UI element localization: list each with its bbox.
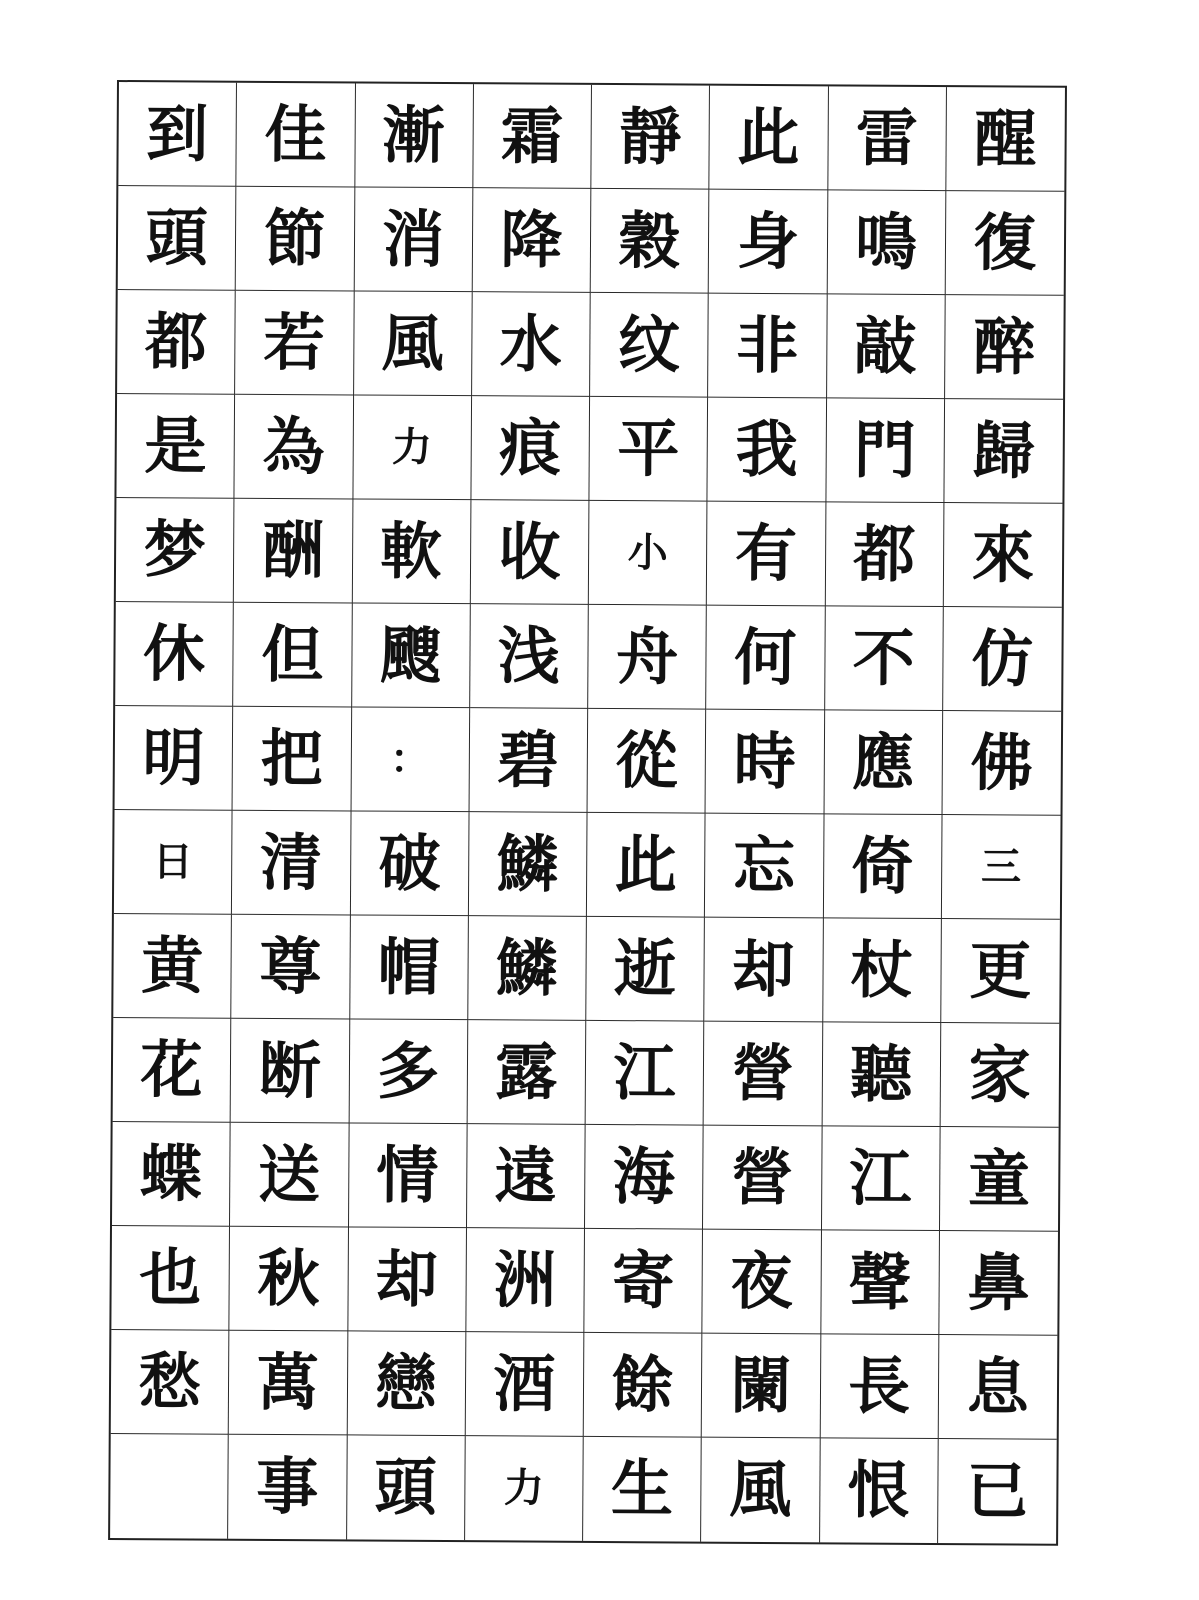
grid-cell: 夜 xyxy=(703,1230,822,1335)
grid-cell: 若 xyxy=(235,291,354,396)
grid-cell: 海 xyxy=(585,1125,704,1230)
grid-cell: 却 xyxy=(348,1227,467,1332)
grid-cell: 都 xyxy=(825,502,944,607)
grid-cell: 日 xyxy=(114,810,233,915)
grid-cell: 恨 xyxy=(820,1438,939,1543)
grid-cell: 花 xyxy=(113,1018,232,1123)
grid-cell: 梦 xyxy=(116,498,235,603)
grid-cell: 逝 xyxy=(586,917,705,1022)
grid-cell: 力 xyxy=(465,1436,584,1541)
grid-cell: 秋 xyxy=(230,1227,349,1332)
grid-cell: 露 xyxy=(467,1020,586,1125)
grid-cell: 漸 xyxy=(355,83,474,188)
grid-cell: 杖 xyxy=(823,918,942,1023)
grid-cell: 酬 xyxy=(234,499,353,604)
grid-cell: 我 xyxy=(708,398,827,503)
grid-cell: 餘 xyxy=(584,1333,703,1438)
grid-cell: 破 xyxy=(350,811,469,916)
grid-cell: 休 xyxy=(115,602,234,707)
grid-cell: 鼻 xyxy=(939,1231,1058,1336)
grid-cell: 不 xyxy=(825,606,944,711)
grid-cell: 風 xyxy=(354,291,473,396)
grid-cell: 聲 xyxy=(821,1230,940,1335)
grid-cell: 頭 xyxy=(347,1435,466,1540)
grid-cell: 清 xyxy=(232,811,351,916)
grid-cell: 童 xyxy=(940,1127,1059,1232)
grid-cell: 尊 xyxy=(232,915,351,1020)
grid-cell: 颼 xyxy=(352,603,471,708)
grid-cell: 寄 xyxy=(584,1229,703,1334)
grid-cell: 雷 xyxy=(828,86,947,191)
grid-cell: 消 xyxy=(354,187,473,292)
grid-cell: 小 xyxy=(589,501,708,606)
grid-cell: 痕 xyxy=(471,396,590,501)
grid-cell: 萬 xyxy=(229,1331,348,1436)
grid-cell: 此 xyxy=(587,813,706,918)
grid-cell: 營 xyxy=(703,1126,822,1231)
grid-cell: 却 xyxy=(705,918,824,1023)
grid-cell: 断 xyxy=(231,1019,350,1124)
grid-cell: 把 xyxy=(233,707,352,812)
grid-cell: 到 xyxy=(118,82,237,187)
grid-cell: 情 xyxy=(348,1123,467,1228)
grid-cell: 敲 xyxy=(827,294,946,399)
grid-cell: 明 xyxy=(115,706,234,811)
grid-cell: 江 xyxy=(821,1126,940,1231)
grid-cell: 三 xyxy=(942,815,1061,920)
grid-cell: 戀 xyxy=(347,1331,466,1436)
grid-cell: 佳 xyxy=(237,83,356,188)
grid-cell: 帽 xyxy=(350,915,469,1020)
grid-cell: 是 xyxy=(116,394,235,499)
grid-cell: 身 xyxy=(709,190,828,295)
grid-cell: 江 xyxy=(586,1021,705,1126)
grid-cell: 愁 xyxy=(111,1330,230,1435)
grid-cell: 已 xyxy=(966,1454,1029,1528)
grid-cell: 洲 xyxy=(466,1228,585,1333)
grid-cell: 節 xyxy=(236,187,355,292)
grid-cell: 送 xyxy=(230,1123,349,1228)
grid-cell: 時 xyxy=(706,710,825,815)
grid-cell: 忘 xyxy=(705,814,824,919)
grid-cell: 遠 xyxy=(467,1124,586,1229)
grid-cell: 聽 xyxy=(822,1022,941,1127)
grid-cell: ： xyxy=(351,707,470,812)
grid-cell: 從 xyxy=(588,709,707,814)
grid-cell: 多 xyxy=(349,1019,468,1124)
grid-cell: 門 xyxy=(826,398,945,503)
grid-cell xyxy=(110,1434,229,1539)
grid-cell: 鳴 xyxy=(827,190,946,295)
grid-cell: 酒 xyxy=(465,1332,584,1437)
grid-cell: 頭 xyxy=(118,186,237,291)
grid-cell: 何 xyxy=(706,606,825,711)
grid-cell: 闌 xyxy=(702,1334,821,1439)
grid-cell: 息 xyxy=(938,1335,1057,1440)
grid-cell: 仿 xyxy=(943,607,1062,712)
grid-cell: 鱗 xyxy=(469,812,588,917)
grid-cell: 來 xyxy=(944,503,1063,608)
grid-cell: 舟 xyxy=(588,605,707,710)
grid-cell: 佛 xyxy=(942,711,1061,816)
grid-cell: 為 xyxy=(235,395,354,500)
grid-cell: 但 xyxy=(233,603,352,708)
grid-cell: 醉 xyxy=(945,295,1064,400)
grid-cell: 都 xyxy=(117,290,236,395)
grid-cell: 水 xyxy=(472,292,591,397)
grid-cell: 事 xyxy=(228,1435,347,1540)
grid-cell: 倚 xyxy=(823,814,942,919)
grid-cell: 更 xyxy=(941,919,1060,1024)
grid-cell: 有 xyxy=(707,502,826,607)
grid-cell: 黄 xyxy=(113,914,232,1019)
grid-cell: 靜 xyxy=(591,85,710,190)
grid-cell: 蝶 xyxy=(112,1122,231,1227)
grid-cell: 營 xyxy=(704,1022,823,1127)
calligraphy-grid xyxy=(108,80,1067,1546)
grid-cell: 應 xyxy=(824,710,943,815)
grid-cell: 收 xyxy=(471,500,590,605)
grid-cell: 霜 xyxy=(473,84,592,189)
grid-cell: 風 xyxy=(701,1438,820,1543)
grid-cell: 碧 xyxy=(469,708,588,813)
grid-cell: 降 xyxy=(472,188,591,293)
grid-cell: 力 xyxy=(353,395,472,500)
grid-cell: 穀 xyxy=(591,189,710,294)
grid-cell: 平 xyxy=(589,397,708,502)
grid-cell: 浅 xyxy=(470,604,589,709)
grid-cell: 復 xyxy=(945,191,1064,296)
grid-cell: 家 xyxy=(940,1023,1059,1128)
grid-cell: 也 xyxy=(111,1226,230,1331)
grid-cell: 鱗 xyxy=(468,916,587,1021)
grid-cell: 此 xyxy=(710,86,829,191)
grid-cell: 醒 xyxy=(946,87,1065,192)
grid-cell: 生 xyxy=(583,1437,702,1542)
grid-cell: 軟 xyxy=(352,499,471,604)
grid-cell: 歸 xyxy=(944,399,1063,504)
grid-cell: 纹 xyxy=(590,293,709,398)
grid-cell: 非 xyxy=(708,294,827,399)
grid-cell: 長 xyxy=(820,1334,939,1439)
